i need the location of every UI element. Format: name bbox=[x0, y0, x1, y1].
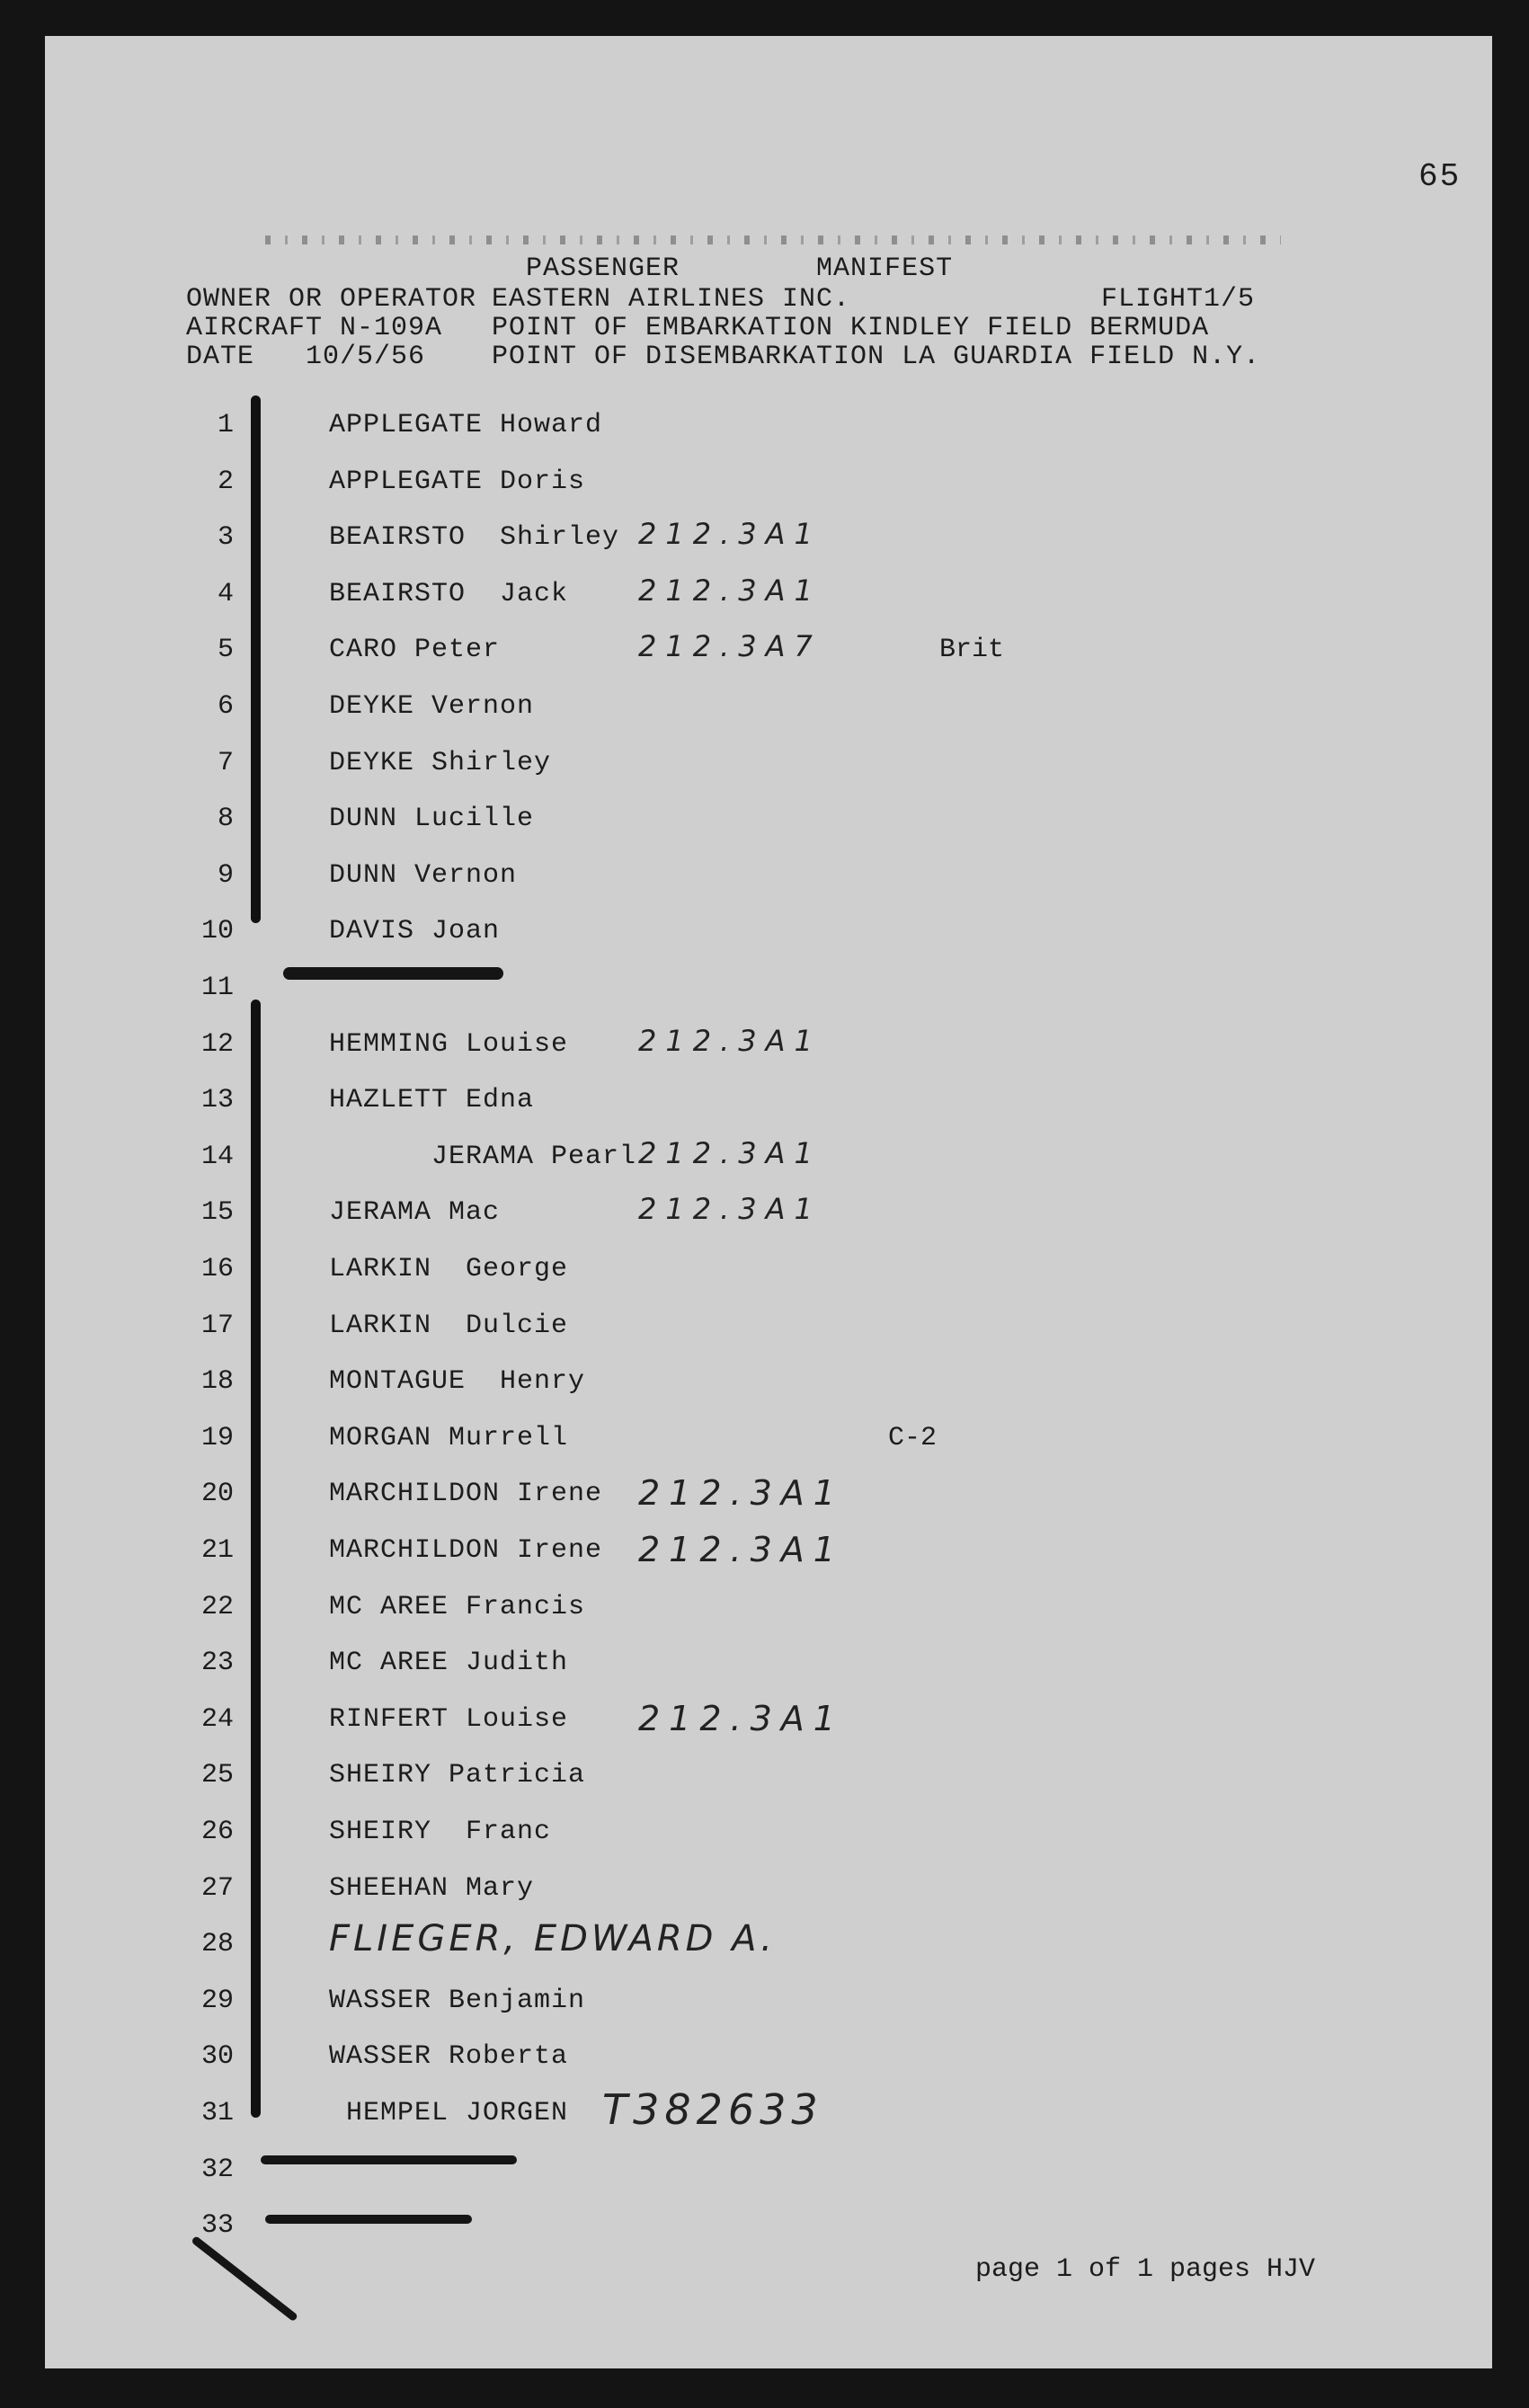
row-number: 10 bbox=[200, 916, 234, 946]
row-number: 21 bbox=[200, 1535, 234, 1566]
passenger-name: DEYKE Shirley bbox=[329, 748, 552, 778]
passenger-name: LARKIN George bbox=[329, 1254, 569, 1284]
date: DATE 10/5/56 bbox=[186, 342, 426, 372]
passenger-name: HEMPEL JORGEN bbox=[329, 2098, 569, 2128]
row-number: 32 bbox=[200, 2155, 234, 2185]
passenger-name: HEMMING Louise bbox=[329, 1029, 569, 1060]
passenger-name: WASSER Roberta bbox=[329, 2041, 569, 2072]
row-number: 33 bbox=[200, 2210, 234, 2241]
passenger-name: MONTAGUE Henry bbox=[329, 1366, 586, 1397]
flight-number: FLIGHT1/5 bbox=[1101, 284, 1256, 315]
row-number: 31 bbox=[200, 2098, 234, 2128]
passenger-name: MC AREE Judith bbox=[329, 1648, 569, 1678]
row-number: 19 bbox=[200, 1423, 234, 1453]
handwritten-code: 212.3A1 bbox=[638, 1024, 822, 1058]
row-number: 23 bbox=[200, 1648, 234, 1678]
strike-line-11 bbox=[283, 967, 503, 980]
handwritten-code: 212.3A1 bbox=[638, 1136, 822, 1170]
row-number: 30 bbox=[200, 2041, 234, 2072]
row-number: 28 bbox=[200, 1929, 234, 1959]
row-number: 9 bbox=[217, 860, 234, 891]
passenger-name: BEAIRSTO Jack bbox=[329, 579, 569, 609]
disembarkation: POINT OF DISEMBARKATION LA GUARDIA FIELD N.Y. bbox=[492, 342, 1261, 372]
handwritten-code: 212.3A7 bbox=[638, 629, 822, 663]
top-specks bbox=[265, 235, 1281, 244]
passenger-name: JERAMA Pearl bbox=[329, 1142, 637, 1172]
handwritten-code: 212.3A1 bbox=[638, 1530, 844, 1569]
row-number: 17 bbox=[200, 1311, 234, 1341]
check-bar-top bbox=[251, 395, 261, 923]
passenger-name: SHEIRY Franc bbox=[329, 1817, 552, 1847]
row-number: 13 bbox=[200, 1085, 234, 1115]
row-number: 8 bbox=[217, 804, 234, 834]
manifest-title: PASSENGER MANIFEST bbox=[526, 253, 954, 284]
strike-line-32 bbox=[261, 2155, 517, 2164]
passenger-name: RINFERT Louise bbox=[329, 1704, 569, 1735]
row-number: 27 bbox=[200, 1873, 234, 1904]
row-number: 22 bbox=[200, 1592, 234, 1622]
row-number: 2 bbox=[217, 466, 234, 497]
handwritten-code: 212.3A1 bbox=[638, 1192, 822, 1226]
row-number: 11 bbox=[200, 973, 234, 1003]
passenger-name: JERAMA Mac bbox=[329, 1197, 501, 1228]
passenger-name: DEYKE Vernon bbox=[329, 691, 535, 722]
passenger-name: WASSER Benjamin bbox=[329, 1986, 586, 2016]
passenger-note: Brit bbox=[939, 635, 1005, 665]
passenger-name: APPLEGATE Howard bbox=[329, 410, 603, 440]
passenger-name: DAVIS Joan bbox=[329, 916, 501, 946]
passenger-name: SHEIRY Patricia bbox=[329, 1760, 586, 1790]
handwritten-passenger-name: FLIEGER, EDWARD A. bbox=[329, 1918, 776, 1959]
aircraft: AIRCRAFT N-109A bbox=[186, 313, 443, 343]
row-number: 18 bbox=[200, 1366, 234, 1397]
passenger-name: MARCHILDON Irene bbox=[329, 1535, 603, 1566]
handwritten-code: 212.3A1 bbox=[638, 1473, 844, 1513]
row-number: 29 bbox=[200, 1986, 234, 2016]
row-number: 14 bbox=[200, 1142, 234, 1172]
passenger-name: MC AREE Francis bbox=[329, 1592, 586, 1622]
row-number: 12 bbox=[200, 1029, 234, 1060]
row-number: 16 bbox=[200, 1254, 234, 1284]
owner-label: OWNER OR OPERATOR bbox=[186, 284, 477, 315]
row-number: 26 bbox=[200, 1817, 234, 1847]
handwritten-code: 212.3A1 bbox=[638, 517, 822, 551]
passenger-name: SHEEHAN Mary bbox=[329, 1873, 535, 1904]
passenger-name: DUNN Vernon bbox=[329, 860, 518, 891]
passenger-name: DUNN Lucille bbox=[329, 804, 535, 834]
passenger-name: MARCHILDON Irene bbox=[329, 1479, 603, 1509]
page-number: 65 bbox=[1418, 158, 1462, 195]
strike-line-33 bbox=[265, 2215, 472, 2224]
row-number: 7 bbox=[217, 748, 234, 778]
row-number: 5 bbox=[217, 635, 234, 665]
passenger-name: MORGAN Murrell bbox=[329, 1423, 569, 1453]
handwritten-code: 212.3A1 bbox=[638, 1699, 844, 1738]
row-number: 24 bbox=[200, 1704, 234, 1735]
passenger-name: HAZLETT Edna bbox=[329, 1085, 535, 1115]
passenger-name: BEAIRSTO Shirley bbox=[329, 522, 620, 553]
owner-value: EASTERN AIRLINES INC. bbox=[492, 284, 851, 315]
row-number: 3 bbox=[217, 522, 234, 553]
page-footer: page 1 of 1 pages HJV bbox=[975, 2254, 1316, 2285]
row-number: 25 bbox=[200, 1760, 234, 1790]
row-number: 20 bbox=[200, 1479, 234, 1509]
passenger-name: LARKIN Dulcie bbox=[329, 1311, 569, 1341]
manifest-page bbox=[45, 36, 1492, 2368]
row-number: 4 bbox=[217, 579, 234, 609]
handwritten-code: T382633 bbox=[602, 2085, 823, 2134]
passenger-name: CARO Peter bbox=[329, 635, 501, 665]
row-number: 15 bbox=[200, 1197, 234, 1228]
passenger-note: C-2 bbox=[888, 1423, 938, 1453]
embarkation: POINT OF EMBARKATION KINDLEY FIELD BERMUDA bbox=[492, 313, 1210, 343]
passenger-name: APPLEGATE Doris bbox=[329, 466, 586, 497]
row-number: 1 bbox=[217, 410, 234, 440]
handwritten-code: 212.3A1 bbox=[638, 573, 822, 608]
row-number: 6 bbox=[217, 691, 234, 722]
check-bar-bottom bbox=[251, 1000, 261, 2118]
diagonal-end-mark bbox=[191, 2235, 298, 2322]
